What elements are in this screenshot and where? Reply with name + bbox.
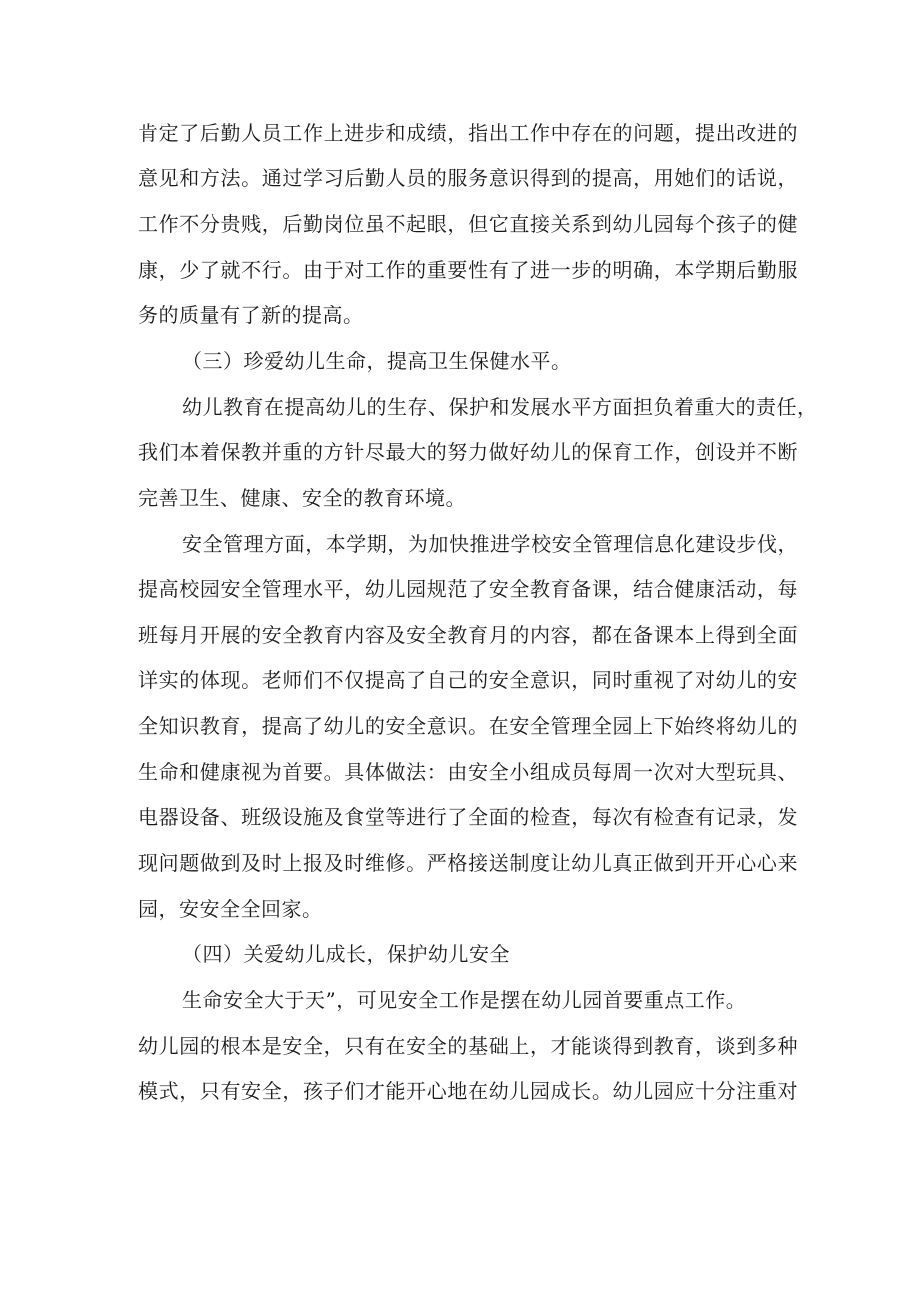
paragraph-line: 我们本着保教并重的方针尽最大的努力做好幼儿的保育工作，创设并不断 (138, 440, 798, 464)
paragraph-line: 康，少了就不行。由于对工作的重要性有了进一步的明确，本学期后勤服 (138, 258, 798, 282)
paragraph-line: 肯定了后勤人员工作上进步和成绩，指出工作中存在的问题，提出改进的 (138, 121, 798, 145)
paragraph-line: 务的质量有了新的提高。 (138, 303, 364, 327)
paragraph-line: 现问题做到及时上报及时维修。严格接送制度让幼儿真正做到开开心心来 (138, 851, 798, 875)
section-heading-3: （三）珍爱幼儿生命，提高卫生保健水平。 (182, 349, 572, 373)
paragraph-line: 电器设备、班级设施及食堂等进行了全面的检查，每次有检查有记录，发 (138, 805, 798, 829)
paragraph-line: 生命和健康视为首要。具体做法：由安全小组成员每周一次对大型玩具、 (138, 760, 798, 784)
paragraph-line: 模式，只有安全，孩子们才能开心地在幼儿园成长。幼儿园应十分注重对 (138, 1079, 798, 1103)
paragraph-line: 园，安安全全回家。 (138, 897, 323, 921)
paragraph-line: 工作不分贵贱，后勤岗位虽不起眼，但它直接关系到幼儿园每个孩子的健 (138, 212, 798, 236)
paragraph-line: 生命安全大于天”，可见安全工作是摆在幼儿园首要重点工作。 (182, 988, 747, 1012)
paragraph-line: 全知识教育，提高了幼儿的安全意识。在安全管理全园上下始终将幼儿的 (138, 714, 798, 738)
paragraph-line: 班每月开展的安全教育内容及安全教育月的内容，都在备课本上得到全面 (138, 623, 798, 647)
paragraph-line: 意见和方法。通过学习后勤人员的服务意识得到的提高，用她们的话说， (138, 166, 798, 190)
paragraph-line: 详实的体现。老师们不仅提高了自己的安全意识，同时重视了对幼儿的安 (138, 668, 798, 692)
paragraph-line: 幼儿园的根本是安全，只有在安全的基础上，才能谈得到教育，谈到多种 (138, 1034, 798, 1058)
paragraph-line: 完善卫生、健康、安全的教育环境。 (138, 486, 466, 510)
paragraph-line: 幼儿教育在提高幼儿的生存、保护和发展水平方面担负着重大的责任， (182, 395, 818, 419)
paragraph-line: 安全管理方面，本学期，为加快推进学校安全管理信息化建设步伐， (182, 532, 798, 556)
paragraph-line: 提高校园安全管理水平，幼儿园规范了安全教育备课，结合健康活动，每 (138, 577, 798, 601)
section-heading-4: （四）关爱幼儿成长，保护幼儿安全 (182, 942, 510, 966)
